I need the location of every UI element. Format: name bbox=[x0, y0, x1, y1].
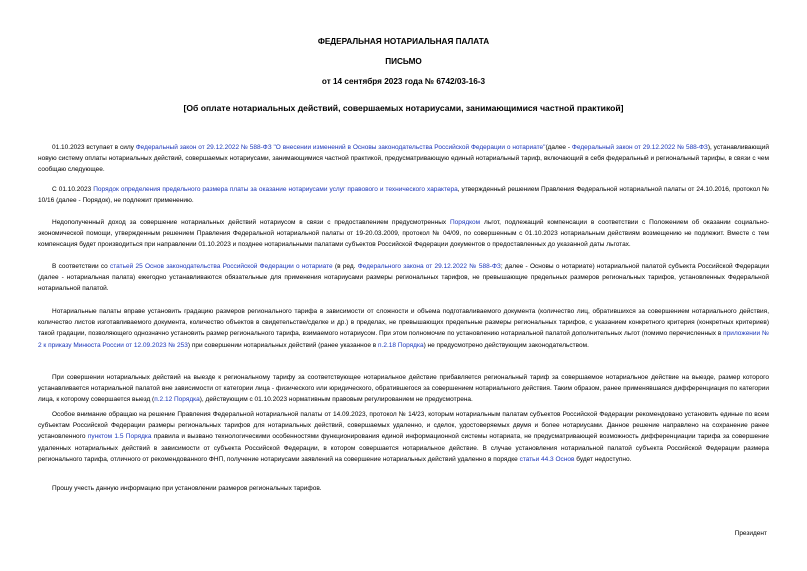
text: ) не предусмотрено действующим законодательством. bbox=[423, 341, 589, 349]
text: Прошу учесть данную информацию при установлении размеров региональных тарифов. bbox=[52, 485, 322, 492]
text: правила и вызвано технологическими особенностями функционирования единой информационной системы нотариата, не предусматривающей возможность дифференциации тарифа за совершение удаленных нотариальных действий в зависимости от субъекта Российской Федерации, в котором совершается нотариальное действие. В случае установления нотариальной палатой субъекта Российской Федерации размера регионального тарифа, отличного от рекомендованного ФНП, получение нотариусами заявлений на совершение нотариальных действий удаленно в порядке bbox=[38, 433, 769, 463]
paragraph-8 bbox=[38, 483, 769, 494]
paragraph-2 bbox=[38, 184, 769, 206]
text: льгот, подлежащий компенсации в соответствии с Положением об оказании социально-экономической помощи, утвержденным решением Правления Федеральной нотариальной палаты от 19-20.03.2009, протокол № 04/09, по совершенным с 01.10.2023 нотариальным действиям возмещению не подлежит. Вместе с тем компенсация будет производиться при направлении 01.10.2023 и позднее нотариальными палатами субъектов Российской Федерации документов о предоставленных до указанной даты льготах. bbox=[38, 219, 769, 249]
text: ), устанавливающий новую систему оплаты нотариальных действий, совершаемых нотариусами, занимающимися частной практикой, предусматривающую единый нотариальный тариф, включающий в себя федеральный и региональный тарифы, в связи с чем сообщаю следующее. bbox=[38, 144, 770, 174]
article-25-link[interactable]: статьей 25 Основ законодательства Российской Федерации о нотариате bbox=[110, 263, 333, 270]
doc-type: ПИСЬМО bbox=[385, 57, 422, 66]
doc-subject: [Об оплате нотариальных действий, совершаемых нотариусами, занимающимися частной практикой] bbox=[183, 103, 624, 113]
paragraph-7 bbox=[38, 409, 769, 465]
paragraph-3 bbox=[38, 217, 769, 251]
law-588-short-link[interactable]: Федеральный закон от 29.12.2022 № 588-ФЗ bbox=[571, 144, 708, 151]
text: , утвержденный решением Правления Федеральной нотариальной палаты от 24.10.2016, протокол № 10/16 (далее - Порядок), не подлежит применению. bbox=[38, 186, 769, 205]
procedure-short-link[interactable]: Порядком bbox=[450, 219, 481, 226]
text: ) при совершении нотариальных действий (ранее указанное в bbox=[187, 341, 379, 349]
text: будет недоступно. bbox=[574, 455, 632, 463]
clause-1-5-link[interactable]: пунктом 1.5 Порядка bbox=[87, 433, 152, 441]
article-44-3-link[interactable]: статьи 44.3 Основ bbox=[519, 455, 575, 463]
text: В соответствии со bbox=[52, 263, 111, 270]
law-588-amend-link[interactable]: Федерального закона от 29.12.2022 № 588-ФЗ bbox=[357, 263, 501, 270]
text: ; далее - Основы о нотариате) нотариальной палатой субъекта Российской Федерации (далее - нотариальная палата) ежегодно устанавливаются обязательные для применения нотариусами размеры региональных тарифов, не превышающие предельных размеров региональных тарифов, установленных Федеральной нотариальной палатой. bbox=[38, 263, 769, 293]
text: Особое внимание обращаю на решение Правления Федеральной нотариальной палаты от 14.09.2023, протокол № 14/23, которым нотариальным палатам субъектов Российской Федерации рекомендовано установить единые по всем субъектам Российской Федерации размеры региональных тарифов для нотариальных действий, совершаемых удаленно, и сделок, удостоверяемых двумя и более нотариусами. Данное решение направлено на сохранение ранее установленного bbox=[38, 411, 769, 441]
text: (в ред. bbox=[332, 263, 358, 270]
clause-2-12-link[interactable]: п.2.12 Порядка bbox=[154, 396, 200, 404]
text: Недополученный доход за совершение нотариальных действий нотариусом в связи с предоставлением предусмотренных bbox=[52, 219, 450, 226]
paragraph-5 bbox=[38, 306, 769, 351]
clause-2-18-link[interactable]: п.2.18 Порядка bbox=[378, 341, 424, 349]
law-588-link[interactable]: Федеральный закон от 29.12.2022 № 588-ФЗ "О внесении изменений в Основы законодательства Российской Федерации о нотариате" bbox=[135, 144, 546, 151]
appendix-2-link[interactable]: приложении № 2 к приказу Минюста России от 12.09.2023 № 253 bbox=[38, 330, 769, 349]
procedure-link[interactable]: Порядок определения предельного размера платы за оказание нотариусами услуг правового и технического характера bbox=[93, 186, 458, 193]
paragraph-6 bbox=[38, 372, 769, 406]
signature-title: Президент bbox=[734, 530, 767, 537]
doc-date-number: от 14 сентября 2023 года № 6742/03-16-3 bbox=[321, 77, 486, 86]
text: При совершении нотариальных действий на выезде к региональному тарифу за соответствующее нотариальное действие прибавляется региональный тариф за совершаемое нотариальное действие на выезде, размер которого устанавливается нотариальной палатой вне зависимости от категории лица - физического или юридического, обратившегося за совершением нотариального действия. Таким образом, ранее применявшаяся дифференциация по категории лица, к которому совершается выезд ( bbox=[38, 374, 769, 404]
paragraph-1 bbox=[38, 142, 769, 176]
text: ), действующим с 01.10.2023 нормативным правовым регулированием не предусмотрена. bbox=[199, 396, 473, 404]
text: (далее - bbox=[545, 144, 572, 151]
text: 01.10.2023 вступает в силу bbox=[52, 144, 136, 151]
text: Нотариальные палаты вправе установить градацию размеров регионального тарифа в зависимости от сложности и объема подготавливаемого документа (количество лиц, обратившихся за совершением нотариального действия, количество листов изготавливаемого документа, количество объектов в свидетельстве/сделке и др.) в пределах, не превышающих предельные размеры региональных тарифов, с указанием конкретного критерия (конкретных критериев) такой градации, позволяющего однозначно установить размер регионального тарифа, взимаемого нотариусом. При этом полномочие по установлению нотариальной палатой дополнительных льгот (помимо перечисленных в bbox=[38, 308, 769, 338]
org-title: ФЕДЕРАЛЬНАЯ НОТАРИАЛЬНАЯ ПАЛАТА bbox=[317, 37, 490, 46]
paragraph-4 bbox=[38, 261, 769, 295]
text: С 01.10.2023 bbox=[52, 186, 94, 193]
